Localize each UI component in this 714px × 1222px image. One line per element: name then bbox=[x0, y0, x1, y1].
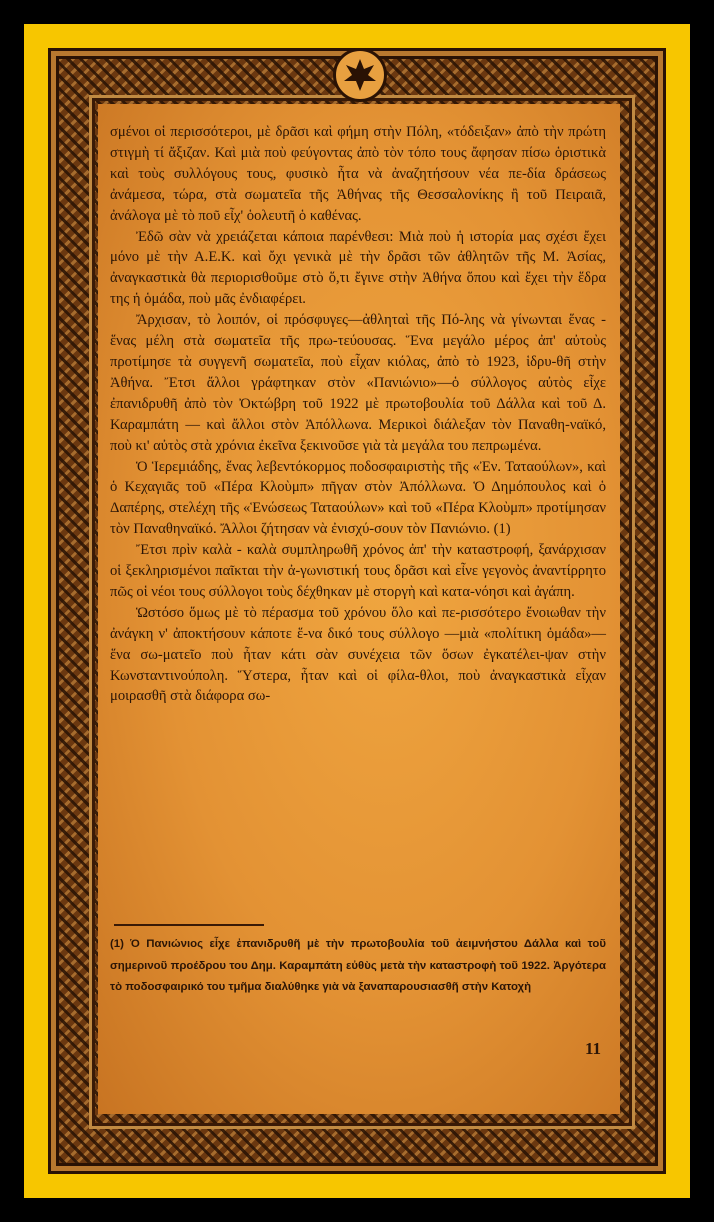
article-body bbox=[110, 122, 606, 707]
paragraph: Ἔτσι πρὶν καλὰ - καλὰ συμπληρωθῆ χρόνος ἀπ' τὴν καταστροφή, ξανάρχισαν οἱ ξεκληρισμένοι παῖκται τὴν ἀ-γωνιστική τους δρᾶσι καὶ εἶνε γεγονὸς ἀναντίρρητο πῶς οἱ νέοι τους σύλλογοι τοὺς δέχθηκαν μὲ στοργὴ καὶ κατα-νόησι καὶ ἀγάπη. bbox=[110, 542, 606, 600]
document-page bbox=[98, 104, 620, 1114]
paragraph: Ἐδῶ σὰν νὰ χρειάζεται κάποια παρένθεσι: Μιὰ ποὺ ἡ ιστορία μας σχέσι ἔχει μόνο μὲ τὴν Α.Ε.Κ. καὶ ὄχι γενικὰ μὲ τὴν δρᾶσι τῶν ἀθλητῶν τῆς Μ. Ἀσίας, ἀναγκαστικὰ θὰ περιορισθοῦμε στὸ ὅ,τι ἔγινε στὴν Ἀθήνα ὅπου καὶ ἔχει τὴν ἕδρα της ἡ ὁμάδα, ποὺ μᾶς ἐνδιαφέρει. bbox=[110, 228, 606, 308]
footnote-rule bbox=[114, 924, 264, 926]
paragraph: Ἄρχισαν, τὸ λοιπόν, οἱ πρόσφυγες—ἀθληταὶ τῆς Πό-λης νὰ γίνωνται ἕνας - ἕνας μέλη στὰ σωματεῖα τῆς πρω-τεύουσας. Ἕνα μεγάλο μέρος ἀπ' αὐτοὺς προτίμησε τὰ συγγενῆ σωματεῖα, ποὺ εἶχαν κιόλας, ἀπὸ τὸ 1923, ἱδρυ-θῆ στὴν Ἀθήνα. Ἔτσι ἄλλοι γράφτηκαν στὸν «Πανιώνιο»—ὁ σύλλογος αὐτὸς εἶχε ἐπανιδρυθῆ ἀπὸ τὸν Ὀκτώβρη τοῦ 1922 μὲ πρωτοβουλία τοῦ Δάλλα καὶ τοῦ Δ. Καραμπάτη — καὶ ἄλλοι στὸν Ἀπόλλωνα. Μερικοὶ διάλεξαν τὸν Παναθη-ναϊκό, ποὺ κι' αὐτὸς στὰ χρόνια ἐκεῖνα ξεκινοῦσε γιὰ τὰ μεγάλα του πεπρωμένα. bbox=[110, 312, 606, 454]
footnote bbox=[110, 934, 606, 999]
footnote-text: (1) Ὁ Πανιώνιος εἶχε ἐπανιδρυθῆ μὲ τὴν πρωτοβουλία τοῦ ἀειμνήστου Δάλλα καὶ τοῦ σημερινοῦ προέδρου του Δημ. Καραμπάτη εὐθὺς μετὰ τὴν καταστροφὴ τοῦ 1922. Ἀργότερα τὸ ποδοσφαιρικό του τμῆμα διαλύθηκε γιὰ νὰ ξαναπαρουσιασθῆ στὴν Κατοχὴ bbox=[110, 938, 606, 993]
eagle-emblem-icon bbox=[333, 48, 387, 102]
paragraph: Ὁ Ἱερεμιάδης, ἕνας λεβεντόκορμος ποδοσφαιριστὴς τῆς «Ἐν. Ταταούλων», καὶ ὁ Κεχαγιᾶς τοῦ «Πέρα Κλοὺμπ» πῆγαν στὸν Ἀπόλλωνα. Ὁ Δημόπουλος καὶ ὁ Δαπέρης, στελέχη τῆς «Ἑνώσεως Ταταούλων» καὶ τοῦ «Πέρα Κλοὺμπ» προτίμησαν τὸν Παναθηναϊκό. Ἄλλοι ζήτησαν νὰ ἐνισχύ-σουν τὸν Πανιώνιο. (1) bbox=[110, 458, 606, 538]
paragraph: σμένοι οἱ περισσότεροι, μὲ δρᾶσι καὶ φήμη στὴν Πόλη, «τόδειξαν» ἀπὸ τὴν πρώτη στιγμὴ τί ἄξιζαν. Καὶ μιὰ ποὺ φεύγοντας ἀπὸ τὸν τόπο τους ἄφησαν πίσω ὁριστικὰ καὶ τοὺς συλλόγους τους, φυσικὸ ἦτα νὰ ἀναζητήσουν νέα πε-δία δράσεως ἀνάμεσα, τώρα, στὰ σωματεῖα τῆς Ἀθήνας τῆς Θεσσαλονίκης ἢ τοῦ Πειραιᾶ, ἀνάλογα μὲ τὸ ποῦ εἶχ' ὁολευτῆ ὁ καθένας. bbox=[110, 124, 606, 224]
paragraph: Ὡστόσο ὅμως μὲ τὸ πέρασμα τοῦ χρόνου ὅλο καὶ πε-ρισσότερο ἔνοιωθαν τὴν ἀνάγκη ν' ἀποκτήσουν κάποτε ἕ-να δικό τους σύλλογο —μιὰ «πολίτικη ὁμάδα»—ἕνα σω-ματεῖο ποὺ ἦταν κάτι σὰν συνέχεια τῶν ὅσων ἐγκατέλει-ψαν στὴν Κωνσταντινούπολη. Ὕστερα, ἦταν καὶ οἱ φίλα-θλοι, ποὺ ἀναγκαστικὰ εἶχαν μοιρασθῆ στὰ διάφορα σω- bbox=[110, 604, 606, 705]
page-number: 11 bbox=[585, 1039, 602, 1058]
